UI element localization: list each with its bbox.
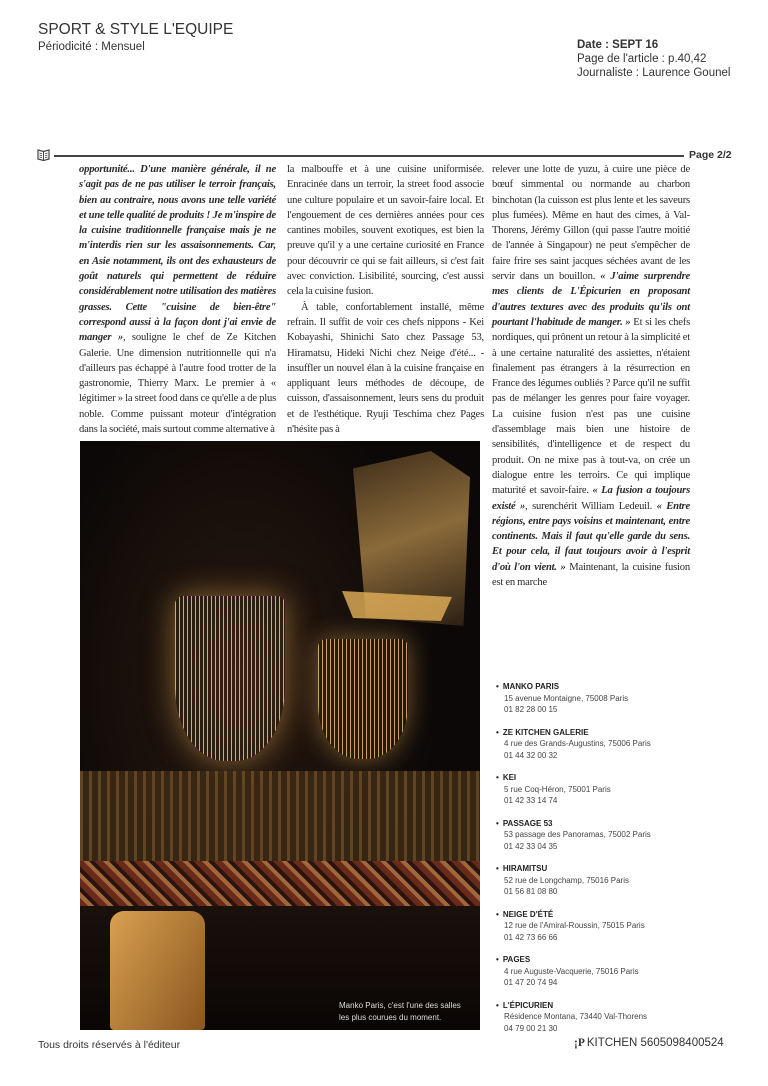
address-phone: 01 42 33 04 35: [504, 841, 558, 851]
address-item: [496, 727, 696, 762]
body-text: Maintenant, la cuisine fusion est en marche: [492, 561, 690, 589]
address-name: • PASSAGE 53: [496, 818, 696, 830]
address-item: [496, 772, 696, 807]
article-meta: [577, 38, 730, 80]
article-column-2: [287, 162, 484, 437]
address-address: 5 rue Coq-Héron, 75001 Paris: [504, 784, 611, 794]
page-number: Page 2/2: [689, 149, 732, 161]
journalist: Journaliste : Laurence Gounel: [577, 67, 731, 79]
address-item: [496, 863, 696, 898]
address-phone: 04 79 00 21 30: [504, 1023, 558, 1033]
address-address: 52 rue de Longchamp, 75016 Paris: [504, 875, 629, 885]
paragraph: À table, confortablement installé, même refrain. Il suffit de voir ces chefs nippons - Kei Kobayashi, Shinichi Sato chez Passage 53, Hiramatsu, Hideki Nichi chez Neige d'été... - insuffler un nouvel élan à la cuisine française en appliquant leurs méthodes de découpe, de cuisson, d'assaisonnement, leurs sens du produit et de l'esthétique. Ryuji Teschima chez Pages n'hésite pas à: [287, 301, 484, 436]
bench: [80, 861, 480, 906]
body-text: , surenchérit William Ledeuil.: [525, 500, 657, 512]
footer-code: [574, 1037, 724, 1049]
body-text: , souligne le chef de Ze Kitchen Galerie. Une dimension nutritionnelle qui n'a d'ailleurs pas échappé à l'autre food trotter de la gastronomie, Thierry Marx. Le premier à « légitimer » la street food dans ce qu'elle a de plus noble. Comme puissant moteur d'intégration dans la société, mais surtout comme alternative à: [79, 332, 276, 436]
address-address: 4 rue des Grands-Augustins, 75006 Paris: [504, 739, 651, 748]
paragraph: la malbouffe et à une cuisine uniformisée. Enracinée dans un terroir, la street food associe une culture populaire et un savoir-faire local. Et l'engouement de ces dernières années pour ces cantines mobiles, souvent exotiques, est bien la preuve qu'il y a une certaine curiosité en France pour découvrir ce qui se fait ailleurs, si c'est fait avec conviction. Lisibilité, sourcing, c'est aussi cela la cuisine fusion.: [287, 164, 484, 298]
quote: « La fusion a toujours existé »: [492, 485, 691, 512]
address-name: • ZE KITCHEN GALERIE: [496, 727, 696, 739]
address-phone: 01 44 32 00 32: [504, 750, 558, 760]
address-list: [496, 681, 696, 1045]
photo-caption: Manko Paris, c'est l'une des salles les plus courues du moment.: [339, 1001, 461, 1022]
address-address: 53 passage des Panoramas, 75002 Paris: [504, 830, 651, 839]
address-item: [496, 818, 696, 853]
address-item: [496, 909, 696, 944]
quote: « Entre régions, entre pays voisins et maintenant, entre continents. Mais il faut qu'elle garde du sens. Et pour cela, il faut toujours avoir à l'esprit d'où l'on vient. »: [492, 500, 690, 573]
address-item: [496, 681, 696, 716]
header-divider: [54, 155, 684, 157]
article-column-3: [492, 162, 690, 590]
address-phone: 01 56 81 08 80: [504, 887, 558, 896]
address-item: [496, 1000, 696, 1035]
address-address: 4 rue Auguste-Vacquerie, 75016 Paris: [504, 966, 639, 976]
address-name: • HIRAMITSU: [496, 863, 696, 875]
address-address: 12 rue de l'Amiral-Roussin, 75015 Paris: [504, 921, 645, 930]
address-phone: 01 42 33 14 74: [504, 796, 558, 805]
address-item: [496, 954, 696, 989]
book-icon: [37, 148, 50, 161]
restaurant-photo: [80, 441, 480, 1030]
publisher-logo: ¡P: [574, 1037, 585, 1049]
date: Date : SEPT 16: [577, 39, 659, 51]
address-phone: 01 47 20 74 94: [504, 978, 558, 987]
body-text: relever une lotte de yuzu, à cuire une pièce de bœuf simmental ou normande au charbon binchotan (la cuisson est plus lente et les saveurs plus fumées). Même en haut des cimes, à Val-Thorens, Jérémy Gillon (qui passe l'autre moitié de l'année à Singapour) ne peut s'empêcher de faire frire ses saint jacques séchées avant de les servir dans un bouillon.: [492, 164, 690, 283]
chandelier: [175, 596, 285, 761]
address-name: • L'ÉPICURIEN: [496, 1000, 696, 1012]
address-name: • MANKO PARIS: [496, 681, 696, 693]
body-text: Et si les chefs nordiques, qui prônent un retour à la simplicité et à une certaine naturalité des assiettes, n'étaient finalement pas étrangers à la résurrection en France des légumes oubliés ? Parce qu'il ne suffit pas de mélanger les genres pour faire voyager. La cuisine fusion n'est pas une cuisine d'assemblage mais bien une histoire de sensibilités, d'intelligence et de respect du produit. On ne mixe pas à tout-va, on crée un dialogue entre les terroirs. Ce qui implique maturité et savoir-faire.: [492, 316, 690, 497]
address-name: • PAGES: [496, 954, 696, 966]
periodicity: Périodicité : Mensuel: [38, 41, 145, 53]
address-phone: 01 42 73 66 66: [504, 932, 558, 942]
quote: « J'aime surprendre mes clients de L'Épicurien en proposant d'autres textures avec des produits qu'ils ont pourtant l'habitude de manger. »: [492, 271, 690, 328]
quote: opportunité... D'une manière générale, il ne s'agit pas de ne pas utiliser le terroir français, bien au contraire, nous avons une telle variété et une telle qualité de produits ! Je m'inspire de la cuisine traditionnelle française mais je ne m'interdis rien sur les assaisonnements. Car, en Asie notamment, ils ont des exhausteurs de goût naturels qui permettent de réduire considérablement notre utilisation des matières grasses. Cette "cuisine de bien-être" correspond aussi à la façon dont j'ai envie de manger »: [79, 164, 276, 344]
address-phone: 01 82 28 00 15: [504, 705, 558, 714]
chandelier: [318, 639, 408, 759]
chair: [110, 911, 205, 1030]
copyright-notice: Tous droits réservés à l'éditeur: [38, 1039, 181, 1051]
article-page: Page de l'article : p.40,42: [577, 53, 707, 65]
address-name: • KEI: [496, 772, 696, 784]
address-address: Résidence Montana, 73440 Val-Thorens: [504, 1012, 648, 1021]
address-address: 15 avenue Montaigne, 75008 Paris: [504, 693, 629, 703]
client-code: KITCHEN 5605098400524: [586, 1037, 724, 1049]
article-column-1: [79, 162, 276, 437]
address-name: • NEIGE D'ÉTÉ: [496, 909, 696, 921]
publication-title: SPORT & STYLE L'EQUIPE: [38, 21, 234, 38]
